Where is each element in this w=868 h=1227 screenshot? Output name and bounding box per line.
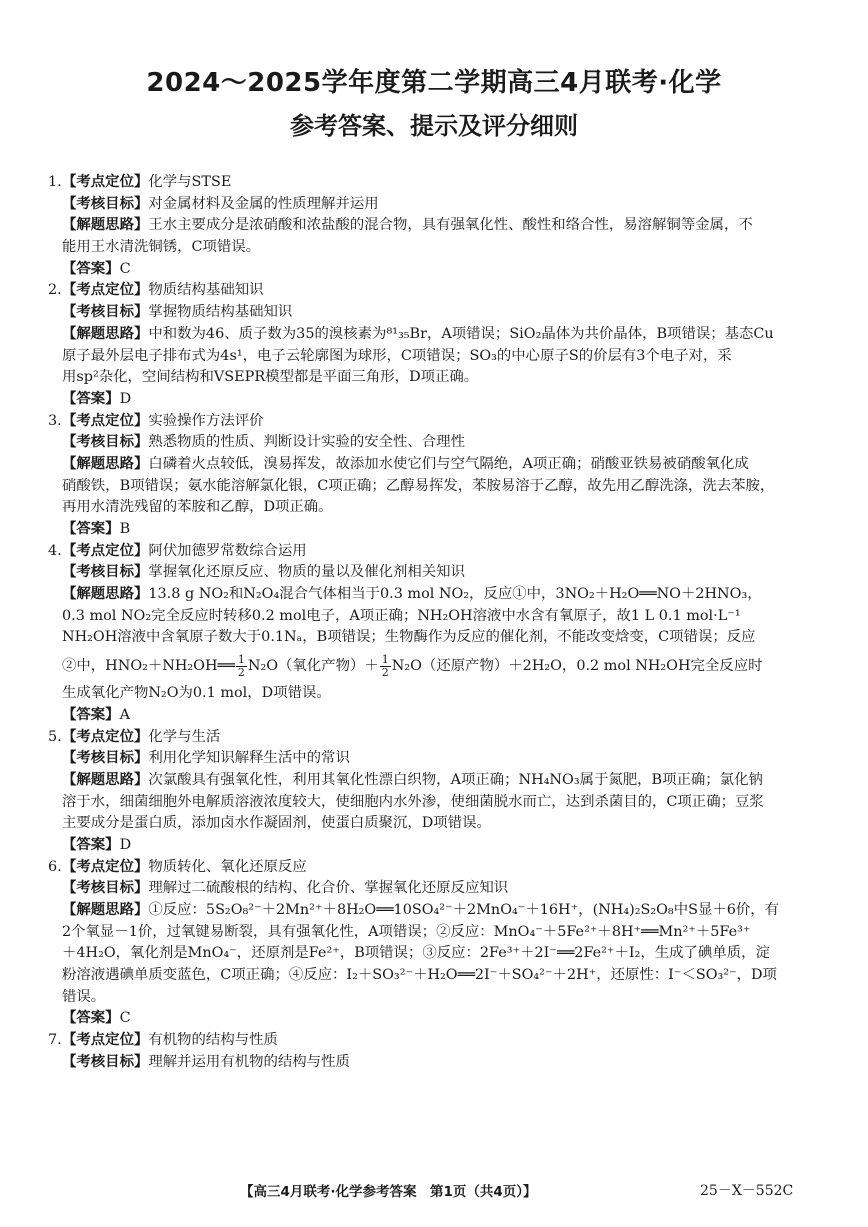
text-line: 【解题思路】次氯酸具有强氧化性，利用其氧化性漂白织物，A项正确；NH₄NO₃属于氮肥，B项正确；氯化钠 bbox=[62, 771, 763, 788]
page-subtitle: 参考答案、提示及评分细则 bbox=[290, 112, 578, 140]
text-line: 【考核目标】掌握氧化还原反应、物质的量以及催化剂相关知识 bbox=[62, 564, 465, 581]
text-line: 主要成分是蛋白质，添加卤水作凝固剂，使蛋白质聚沉，D项错误。 bbox=[62, 815, 491, 832]
text-line: 2.【考点定位】物质结构基础知识 bbox=[48, 280, 818, 302]
section-tag: 【考点定位】 bbox=[62, 1032, 149, 1049]
text-line: 溶于水，细菌细胞外电解质溶液浓度较大，使细胞内水外渗，使细菌脱水而亡，达到杀菌目的，C项正确；豆浆 bbox=[62, 793, 764, 810]
text-line: 【考核目标】利用化学知识解释生活中的常识 bbox=[62, 750, 350, 767]
section-tag: 【考核目标】 bbox=[62, 304, 149, 321]
section-tag: 【解题思路】 bbox=[62, 217, 149, 234]
question-block bbox=[48, 280, 818, 410]
text-line: 6.【考点定位】物质转化、氧化还原反应 bbox=[48, 857, 818, 879]
text-line: 【考核目标】掌握物质结构基础知识 bbox=[62, 304, 293, 321]
section-tag: 【考点定位】 bbox=[62, 858, 149, 875]
answer-content bbox=[48, 172, 818, 1074]
text-line: 【答案】A bbox=[62, 706, 130, 723]
section-tag: 【考点定位】 bbox=[62, 174, 149, 190]
text-line: NH₂OH溶液中含氧原子数大于0.1Nₐ，B项错误；生物酶作为反应的催化剂，不能改变焓变，C项错误；反应 bbox=[62, 629, 756, 646]
text-line: 1.【考点定位】化学与STSE bbox=[48, 172, 818, 194]
text-line: 4.【考点定位】阿伏加德罗常数综合运用 bbox=[48, 541, 818, 563]
question-block bbox=[48, 172, 818, 280]
question-number: 2. bbox=[48, 282, 62, 299]
question-block bbox=[48, 727, 818, 857]
section-tag: 【解题思路】 bbox=[62, 455, 149, 472]
section-tag: 【考核目标】 bbox=[62, 564, 149, 581]
text-line: 【答案】D bbox=[62, 836, 132, 853]
text-line: 【考核目标】对金属材料及金属的性质理解并运用 bbox=[62, 195, 379, 212]
text-line: 【解题思路】王水主要成分是浓硝酸和浓盐酸的混合物，具有强氧化性、酸性和络合性，易溶解铜等金属，不 bbox=[62, 217, 753, 234]
text-line: 【考核目标】理解过二硫酸根的结构、化合价、掌握氧化还原反应知识 bbox=[62, 880, 509, 897]
text-line: 【考核目标】熟悉物质的性质、判断设计实验的安全性、合理性 bbox=[62, 434, 465, 451]
text-line: 【考核目标】理解并运用有机物的结构与性质 bbox=[62, 1053, 350, 1070]
text-line: 3.【考点定位】实验操作方法评价 bbox=[48, 411, 818, 433]
question-block bbox=[48, 1030, 818, 1073]
section-tag: 【考核目标】 bbox=[62, 195, 149, 212]
page-title: 2024～2025学年度第二学期高三4月联考·化学 bbox=[146, 68, 722, 98]
text-line: 7.【考点定位】有机物的结构与性质 bbox=[48, 1030, 818, 1052]
text-line: 【答案】D bbox=[62, 390, 132, 407]
section-tag: 【答案】 bbox=[62, 836, 120, 853]
question-number: 5. bbox=[48, 728, 62, 745]
section-tag: 【答案】 bbox=[62, 521, 120, 537]
text-line: 0.3 mol NO₂完全反应时转移0.2 mol电子，A项正确；NH₂OH溶液中水含有氧原子，故1 L 0.1 mol·L⁻¹ bbox=[62, 607, 741, 624]
section-tag: 【考点定位】 bbox=[62, 728, 149, 745]
section-tag: 【考点定位】 bbox=[62, 282, 149, 299]
section-tag: 【考核目标】 bbox=[62, 880, 149, 897]
question-number: 1. bbox=[48, 174, 62, 190]
text-line: ＋4H₂O，氧化剂是MnO₄⁻，还原剂是Fe²⁺，B项错误；③反应：2Fe³⁺＋2I⁻══2Fe²⁺＋I₂，生成了碘单质，淀 bbox=[62, 945, 770, 962]
text-line: 硝酸铁，B项错误；氨水能溶解氯化银，C项正确；乙醇易挥发，苯胺易溶于乙醇，故先用乙醇洗涤，洗去苯胺， bbox=[62, 477, 775, 494]
section-tag: 【解题思路】 bbox=[62, 586, 149, 603]
footer-code: 25－X－552C bbox=[700, 1183, 794, 1199]
text-line: 错误。 bbox=[62, 988, 106, 1005]
text-line: 用sp²杂化，空间结构和VSEPR模型都是平面三角形，D项正确。 bbox=[62, 369, 479, 386]
text-line: 5.【考点定位】化学与生活 bbox=[48, 727, 818, 749]
text-line: 能用王水清洗铜锈，C项错误。 bbox=[62, 239, 261, 256]
section-tag: 【答案】 bbox=[62, 706, 120, 723]
text-line: 【答案】C bbox=[62, 260, 131, 277]
question-block bbox=[48, 857, 818, 1031]
fraction: $\frac{1}{2}$ bbox=[381, 652, 389, 679]
question-number: 7. bbox=[48, 1032, 62, 1049]
section-tag: 【考点定位】 bbox=[62, 542, 149, 559]
text-line: 再用水清洗残留的苯胺和乙醇，D项正确。 bbox=[62, 499, 333, 516]
text-line: 【解题思路】13.8 g NO₂和N₂O₄混合气体相当于0.3 mol NO₂，反应①中，3NO₂＋H₂O══NO＋2HNO₃， bbox=[62, 586, 762, 603]
section-tag: 【解题思路】 bbox=[62, 902, 149, 918]
question-number: 3. bbox=[48, 412, 62, 429]
text-line: 2个氧显－1价，过氧键易断裂，具有强氧化性，A项错误；②反应：MnO₄⁻＋5Fe²⁺＋8H⁺══Mn²⁺＋5Fe³⁺ bbox=[62, 923, 751, 940]
section-tag: 【答案】 bbox=[62, 1010, 120, 1027]
text-line: 【解题思路】白磷着火点较低，溴易挥发，故添加水使它们与空气隔绝，A项正确；硝酸亚铁易被硝酸氧化成 bbox=[62, 455, 749, 472]
equation-line: ②中，HNO₂＋NH₂OH══ $\frac{1}{2}$ N₂O（氧化产物）＋ $\frac{1}{2}$ N₂O（还原产物）＋2H₂O，0.2 mol NH₂OH完全反应时 bbox=[62, 652, 763, 679]
text-line: 原子最外层电子排布式为4s¹，电子云轮廓图为球形，C项错误；SO₃的中心原子S的价层有3个电子对，采 bbox=[62, 347, 732, 364]
section-tag: 【解题思路】 bbox=[62, 325, 149, 342]
text-line: 粉溶液遇碘单质变蓝色，C项正确；④反应：I₂＋SO₃²⁻＋H₂O══2I⁻＋SO₄²⁻＋2H⁺，还原性：I⁻＜SO₃²⁻，D项 bbox=[62, 967, 777, 984]
question-number: 6. bbox=[48, 858, 62, 875]
question-number: 4. bbox=[48, 542, 62, 559]
footer-page-info: 【高三4月联考·化学参考答案 第1页（共4页）】 bbox=[240, 1184, 537, 1200]
text-line: 【解题思路】中和数为46、质子数为35的溴核素为⁸¹₃₅Br，A项错误；SiO₂晶体为共价晶体，B项错误；基态Cu bbox=[62, 325, 774, 342]
text-line: 生成氧化产物N₂O为0.1 mol，D项错误。 bbox=[62, 685, 331, 702]
fraction: $\frac{1}{2}$ bbox=[237, 652, 245, 679]
text-line: 【答案】C bbox=[62, 1010, 131, 1027]
text-line: 【答案】B bbox=[62, 521, 131, 537]
question-block bbox=[48, 411, 818, 541]
text-line: 【解题思路】①反应：5S₂O₈²⁻＋2Mn²⁺＋8H₂O══10SO₄²⁻＋2MnO₄⁻＋16H⁺，(NH₄)₂S₂O₈中S显＋6价，有 bbox=[62, 902, 780, 918]
section-tag: 【考点定位】 bbox=[62, 412, 149, 429]
section-tag: 【答案】 bbox=[62, 260, 120, 277]
section-tag: 【考核目标】 bbox=[62, 434, 149, 451]
section-tag: 【解题思路】 bbox=[62, 771, 149, 788]
question-block bbox=[48, 541, 818, 727]
section-tag: 【答案】 bbox=[62, 390, 120, 407]
section-tag: 【考核目标】 bbox=[62, 1053, 149, 1070]
section-tag: 【考核目标】 bbox=[62, 750, 149, 767]
